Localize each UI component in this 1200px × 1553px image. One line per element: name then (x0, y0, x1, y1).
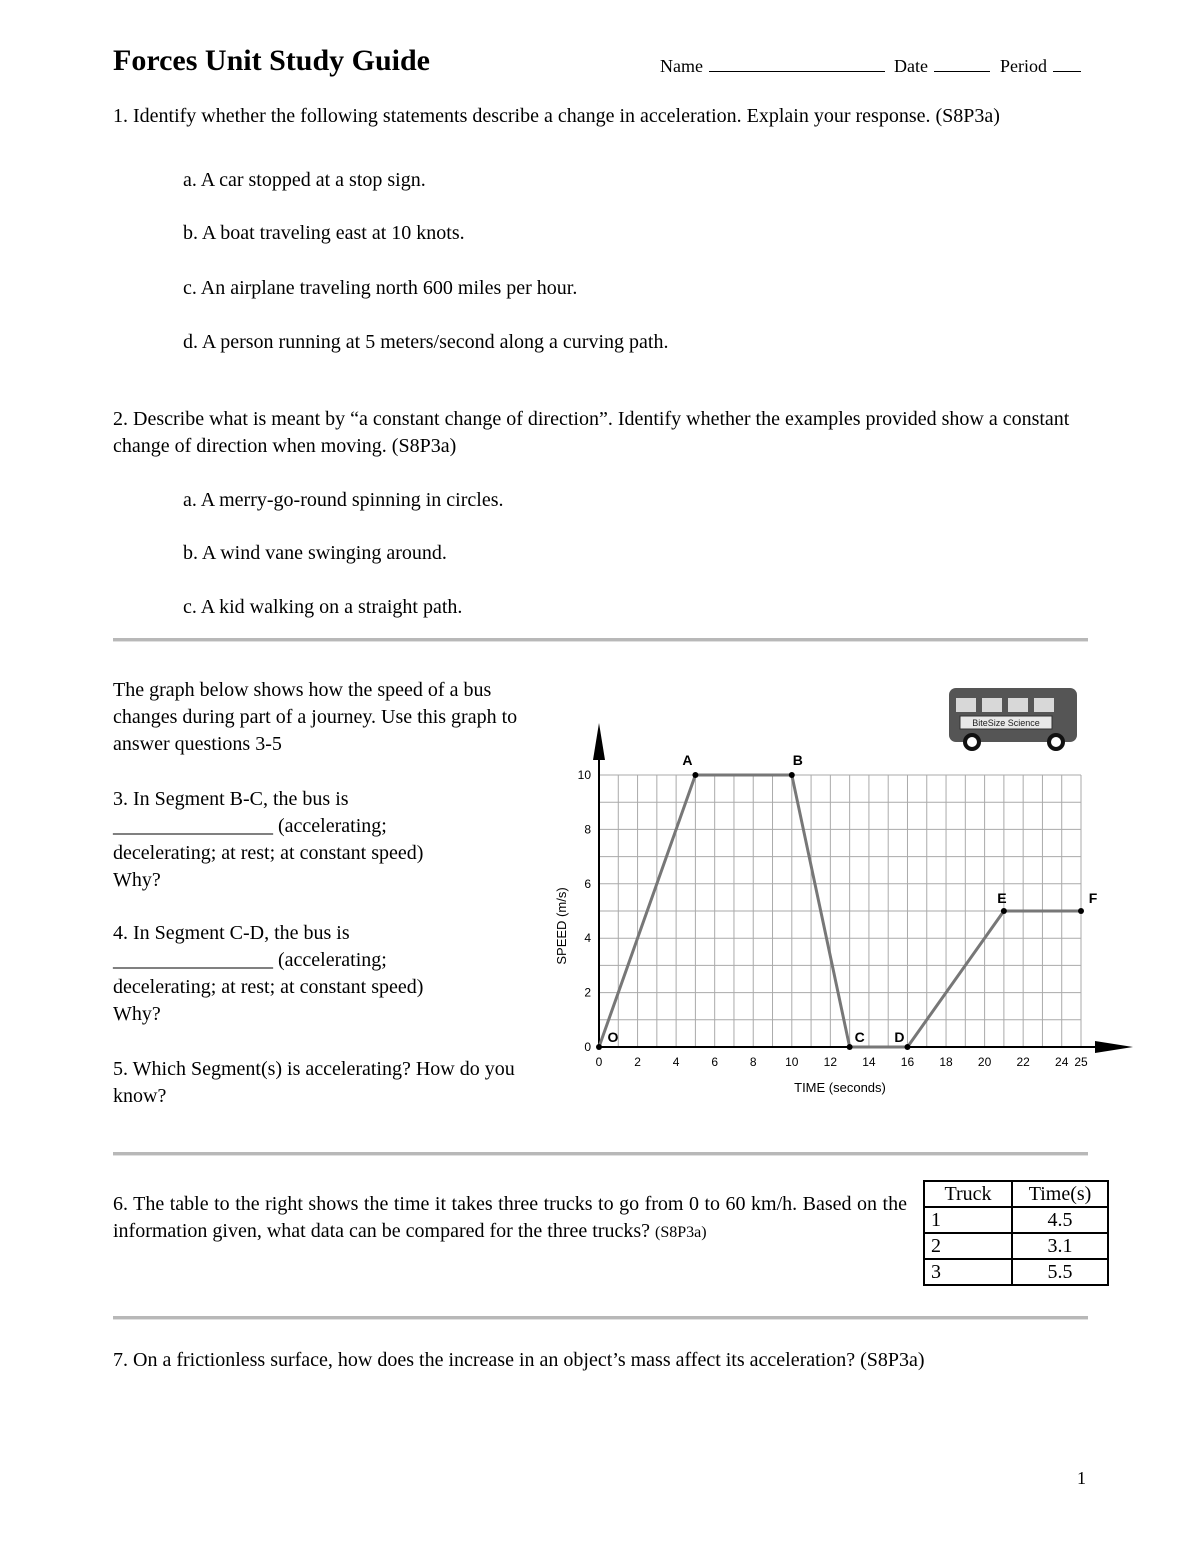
bus-window (982, 698, 1002, 712)
q3-line-3: decelerating; at rest; at constant speed) (113, 842, 424, 864)
table-header-cell: Time(s) (1012, 1181, 1108, 1207)
date-blank[interactable] (934, 55, 990, 72)
q3-line-4: Why? (113, 869, 161, 891)
data-point (1078, 908, 1084, 914)
graph-intro: The graph below shows how the speed of a bus changes during part of a journey. Use this graph to answer questions 3-5 (113, 679, 518, 755)
page-title: Forces Unit Study Guide (113, 44, 430, 77)
q4-line-1: 4. In Segment C-D, the bus is (113, 922, 350, 944)
q2-item-b: b. A wind vane swinging around. (183, 542, 447, 564)
table-cell: 4.5 (1012, 1207, 1108, 1233)
question-1: 1. Identify whether the following statements describe a change in acceleration. Explain your response. (S8P3a) (113, 105, 1000, 127)
x-tick-label: 6 (711, 1055, 719, 1069)
name-label: Name (660, 56, 703, 76)
speed-time-graph (540, 715, 1140, 1105)
point-label: D (894, 1029, 905, 1045)
point-label: C (854, 1029, 865, 1045)
name-blank[interactable] (709, 55, 885, 72)
y-axis-label: SPEED (m/s) (554, 887, 569, 965)
question-3 (113, 786, 533, 894)
data-point (692, 772, 698, 778)
q2-item-c: c. A kid walking on a straight path. (183, 596, 463, 618)
x-tick-label: 20 (977, 1055, 992, 1069)
period-blank[interactable] (1053, 55, 1081, 72)
data-point (596, 1044, 602, 1050)
table-header-row (924, 1181, 1108, 1207)
x-axis-arrow (1095, 1041, 1133, 1053)
data-point (789, 772, 795, 778)
table-cell: 2 (924, 1233, 1012, 1259)
section-divider-2 (113, 1152, 1088, 1156)
truck-table (923, 1180, 1109, 1286)
question-4 (113, 920, 533, 1028)
table-cell: 3 (924, 1259, 1012, 1285)
x-tick-label: 16 (900, 1055, 915, 1069)
bus-window (1008, 698, 1028, 712)
date-field (894, 55, 990, 77)
table-header-cell: Truck (924, 1181, 1012, 1207)
x-tick-label: 14 (862, 1055, 876, 1069)
x-tick-label: 25 (1074, 1055, 1088, 1069)
x-tick-label: 10 (785, 1055, 799, 1069)
y-tick-label: 2 (584, 985, 591, 1000)
q6-standard: (S8P3a) (655, 1224, 707, 1241)
bus-sign-text: BiteSize Science (972, 718, 1040, 728)
x-axis-label: TIME (seconds) (794, 1080, 886, 1095)
page-number: 1 (1077, 1468, 1086, 1488)
question-2: 2. Describe what is meant by “a constant change of direction”. Identify whether the examples provided show a constant change of direction when moving. (S8P3a) (113, 408, 1070, 457)
q1-item-b: b. A boat traveling east at 10 knots. (183, 222, 465, 244)
q4-line-4: Why? (113, 1003, 161, 1025)
table-row (924, 1207, 1108, 1233)
point-label: F (1088, 890, 1098, 906)
q3-line-1: 3. In Segment B-C, the bus is (113, 788, 349, 810)
q1-item-a: a. A car stopped at a stop sign. (183, 169, 426, 191)
q4-line-3: decelerating; at rest; at constant speed) (113, 976, 424, 998)
x-tick-label: 12 (823, 1055, 838, 1069)
data-point (1001, 908, 1007, 914)
period-field (1000, 55, 1081, 77)
table-cell: 5.5 (1012, 1259, 1108, 1285)
point-label: O (607, 1029, 619, 1045)
x-tick-label: 8 (749, 1055, 757, 1069)
date-label: Date (894, 56, 928, 76)
x-tick-label: 2 (634, 1055, 641, 1069)
x-tick-label: 4 (672, 1055, 680, 1069)
x-tick-label: 18 (939, 1055, 953, 1069)
data-point (904, 1044, 910, 1050)
section-divider-3 (113, 1316, 1088, 1320)
q4-line-2: ________________ (accelerating; (113, 949, 387, 971)
question-6 (113, 1191, 907, 1246)
question-5: 5. Which Segment(s) is accelerating? How do you know? (113, 1058, 515, 1107)
q2-item-a: a. A merry-go-round spinning in circles. (183, 489, 504, 511)
y-tick-label: 0 (584, 1040, 591, 1054)
bus-window (1034, 698, 1054, 712)
y-axis-arrow (593, 723, 605, 760)
table-cell: 3.1 (1012, 1233, 1108, 1259)
point-label: A (682, 752, 693, 768)
table-row (924, 1259, 1108, 1285)
point-label: E (997, 890, 1007, 906)
q1-item-d: d. A person running at 5 meters/second along a curving path. (183, 331, 669, 353)
question-7: 7. On a frictionless surface, how does the increase in an object’s mass affect its acceleration? (S8P3a) (113, 1349, 925, 1371)
table-cell: 1 (924, 1207, 1012, 1233)
q3-line-2: ________________ (accelerating; (113, 815, 387, 837)
name-field (660, 55, 885, 77)
bus-window (956, 698, 976, 712)
y-tick-label: 6 (584, 876, 591, 891)
table-row (924, 1233, 1108, 1259)
data-point (847, 1044, 853, 1050)
period-label: Period (1000, 56, 1047, 76)
y-tick-label: 4 (584, 931, 591, 946)
x-tick-label: 22 (1016, 1055, 1030, 1069)
q6-text: 6. The table to the right shows the time it takes three trucks to go from 0 to 60 km/h. Based on the information given, what data can be compared for the three trucks? (113, 1193, 907, 1242)
point-label: B (792, 752, 803, 768)
section-divider-1 (113, 638, 1088, 642)
x-tick-label: 0 (595, 1055, 603, 1069)
y-tick-label: 10 (577, 768, 591, 782)
y-tick-label: 8 (584, 822, 591, 837)
q1-item-c: c. An airplane traveling north 600 miles per hour. (183, 277, 578, 299)
x-tick-label: 24 (1055, 1055, 1069, 1069)
